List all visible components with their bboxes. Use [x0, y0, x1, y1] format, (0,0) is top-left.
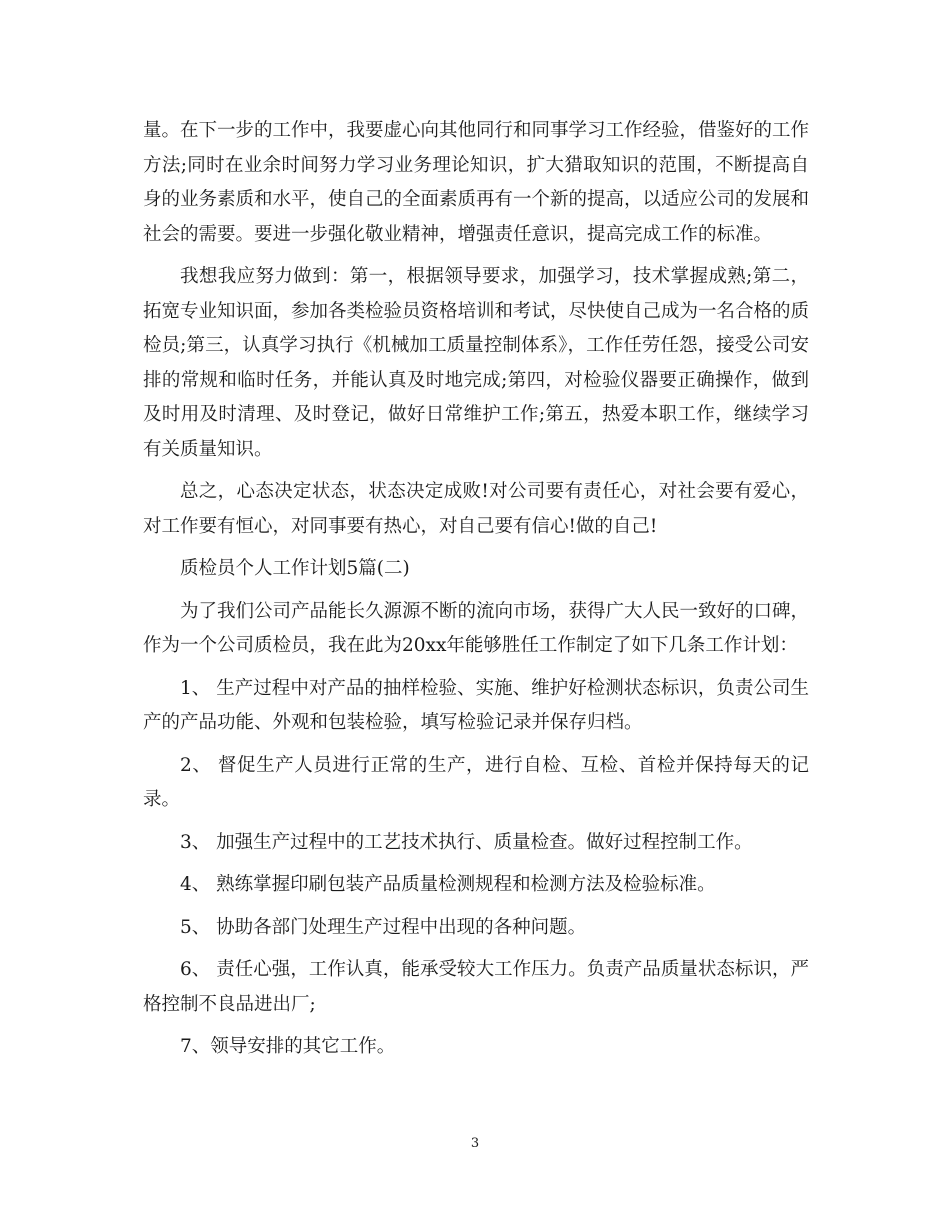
list-item-1: 1、 生产过程中对产品的抽样检验、实施、维护好检测状态标识，负责公司生产的产品功能、外观和包装检验，填写检验记录并保存归档。	[143, 677, 809, 733]
list-item-3: 3、 加强生产过程中的工艺技术执行、质量检查。做好过程控制工作。	[180, 831, 753, 853]
list-item-6: 6、 责任心强，工作认真，能承受较大工作压力。负责产品质量状态标识，严格控制不良品进出厂;	[143, 959, 809, 1015]
page-number: 3	[470, 1136, 480, 1151]
document-page	[143, 114, 809, 1065]
list-item-5: 5、 协助各部门处理生产过程中出现的各种问题。	[180, 916, 587, 938]
list-item-4: 4、 熟练掌握印刷包装产品质量检测规程和检测方法及检验标准。	[180, 874, 716, 895]
paragraph-intro: 为了我们公司产品能长久源源不断的流向市场，获得广大人民一致好的口碑，作为一个公司质检员，我在此为20xx年能够胜任工作制定了如下几条工作计划：	[143, 600, 810, 656]
paragraph-summary: 总之，心态决定状态，状态决定成败!对公司要有责任心，对社会要有爱心，对工作要有恒心，对同事要有热心，对自己要有信心!做的自己!	[143, 481, 809, 537]
list-item-2: 2、 督促生产人员进行正常的生产，进行自检、互检、首检并保持每天的记录。	[143, 754, 809, 810]
section-heading: 质检员个人工作计划5篇(二)	[180, 558, 410, 579]
list-item-7: 7、领导安排的其它工作。	[180, 1036, 396, 1057]
paragraph-continuation: 量。在下一步的工作中，我要虚心向其他同行和同事学习工作经验，借鉴好的工作方法;同时在业余时间努力学习业务理论知识，扩大猎取知识的范围，不断提高自身的业务素质和水平，使自己的全面素质再有一个新的提高，以适应公司的发展和社会的需要。要进一步强化敬业精神，增强责任意识，提高完成工作的标准。	[143, 120, 810, 245]
paragraph-goals: 我想我应努力做到：第一，根据领导要求，加强学习，技术掌握成熟;第二，拓宽专业知识面，参加各类检验员资格培训和考试，尽快使自己成为一名合格的质检员;第三，认真学习执行《机械加工质量控制体系》，工作任劳任怨，接受公司安排的常规和临时任务，并能认真及时地完成;第四，对检验仪器要正确操作，做到及时用及时清理、及时登记，做好日常维护工作;第五，热爱本职工作，继续学习有关质量知识。	[143, 266, 810, 460]
